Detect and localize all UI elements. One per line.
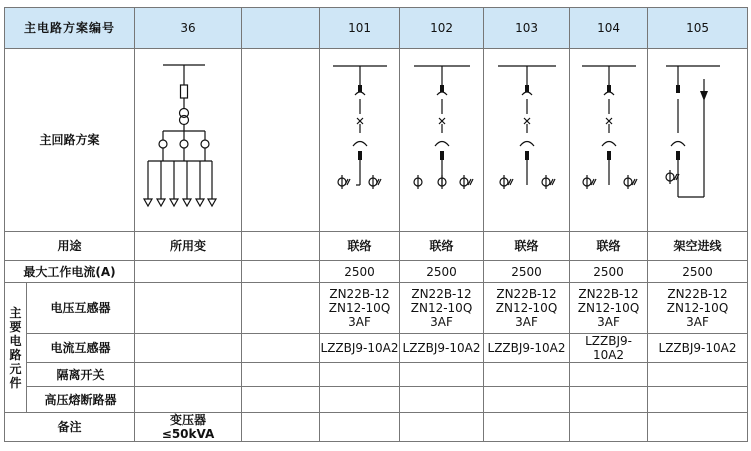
scheme-table — [4, 7, 748, 442]
usage-36: 所用变 — [135, 232, 242, 261]
usage-label: 用途 — [5, 232, 135, 261]
diagram-102 — [400, 49, 484, 232]
diagram-104 — [570, 49, 648, 232]
tie-circuit-diagram — [570, 49, 648, 231]
current-transformer-row — [5, 334, 748, 363]
empty-cell — [484, 387, 570, 413]
spacer-cell — [242, 413, 320, 442]
ct-102: LZZBJ9-10A2 — [400, 334, 484, 363]
scheme-number-101: 101 — [320, 8, 400, 49]
empty-cell — [320, 387, 400, 413]
remarks-row — [5, 413, 748, 442]
spacer-cell — [242, 261, 320, 283]
vt-101: ZN22B-12 ZN12-10Q 3AF — [320, 283, 400, 334]
isolating-switch-label: 隔离开关 — [27, 363, 135, 387]
empty-cell — [400, 387, 484, 413]
empty-cell — [484, 363, 570, 387]
empty-cell — [570, 387, 648, 413]
empty-cell — [135, 363, 242, 387]
ct-101: LZZBJ9-10A2 — [320, 334, 400, 363]
spacer-cell — [242, 49, 320, 232]
scheme-number-36: 36 — [135, 8, 242, 49]
usage-102: 联络 — [400, 232, 484, 261]
ct-104: LZZBJ9-10A2 — [570, 334, 648, 363]
empty-cell — [400, 413, 484, 442]
ct-36 — [135, 334, 242, 363]
diagram-101 — [320, 49, 400, 232]
empty-cell — [320, 363, 400, 387]
spacer-cell — [242, 363, 320, 387]
tie-circuit-diagram — [320, 49, 400, 231]
scheme-number-105: 105 — [648, 8, 748, 49]
ct-105: LZZBJ9-10A2 — [648, 334, 748, 363]
max-current-103: 2500 — [484, 261, 570, 283]
max-current-102: 2500 — [400, 261, 484, 283]
current-transformer-label: 电流互感器 — [27, 334, 135, 363]
remarks-label: 备注 — [5, 413, 135, 442]
isolating-switch-row — [5, 363, 748, 387]
empty-cell — [135, 387, 242, 413]
max-current-row — [5, 261, 748, 283]
vt-104: ZN22B-12 ZN12-10Q 3AF — [570, 283, 648, 334]
spacer-cell — [242, 387, 320, 413]
header-row — [5, 8, 748, 49]
scheme-number-104: 104 — [570, 8, 648, 49]
usage-103: 联络 — [484, 232, 570, 261]
vt-102: ZN22B-12 ZN12-10Q 3AF — [400, 283, 484, 334]
tie-circuit-diagram — [400, 49, 484, 231]
voltage-transformer-label: 电压互感器 — [27, 283, 135, 334]
diagram-105 — [648, 49, 748, 232]
spacer-cell — [242, 334, 320, 363]
tie-circuit-diagram — [484, 49, 570, 231]
max-current-36 — [135, 261, 242, 283]
usage-104: 联络 — [570, 232, 648, 261]
vt-105: ZN22B-12 ZN12-10Q 3AF — [648, 283, 748, 334]
max-current-105: 2500 — [648, 261, 748, 283]
spacer-cell — [242, 232, 320, 261]
max-current-101: 2500 — [320, 261, 400, 283]
empty-cell — [648, 413, 748, 442]
empty-cell — [484, 413, 570, 442]
usage-row — [5, 232, 748, 261]
scheme-number-label: 主电路方案编号 — [5, 8, 135, 49]
spacer-cell — [242, 8, 320, 49]
usage-101: 联络 — [320, 232, 400, 261]
main-circuit-label: 主回路方案 — [5, 49, 135, 232]
empty-cell — [400, 363, 484, 387]
max-current-label: 最大工作电流(A) — [5, 261, 135, 283]
max-current-104: 2500 — [570, 261, 648, 283]
empty-cell — [648, 363, 748, 387]
hv-fuse-row — [5, 387, 748, 413]
spacer-cell — [242, 283, 320, 334]
incoming-line-circuit-diagram — [648, 49, 748, 231]
vt-36 — [135, 283, 242, 334]
vt-103: ZN22B-12 ZN12-10Q 3AF — [484, 283, 570, 334]
ct-103: LZZBJ9-10A2 — [484, 334, 570, 363]
main-components-group-label: 主 要 电 路 元 件 — [5, 283, 27, 413]
hv-fuse-label: 高压熔断路器 — [27, 387, 135, 413]
diagram-36 — [135, 49, 242, 232]
usage-105: 架空进线 — [648, 232, 748, 261]
scheme-number-103: 103 — [484, 8, 570, 49]
diagram-103 — [484, 49, 570, 232]
empty-cell — [320, 413, 400, 442]
transformer-circuit-diagram — [135, 49, 242, 231]
voltage-transformer-row — [5, 283, 748, 334]
diagram-row — [5, 49, 748, 232]
scheme-number-102: 102 — [400, 8, 484, 49]
empty-cell — [648, 387, 748, 413]
empty-cell — [570, 413, 648, 442]
empty-cell — [570, 363, 648, 387]
remarks-36: 变压器 ≤50kVA — [135, 413, 242, 442]
